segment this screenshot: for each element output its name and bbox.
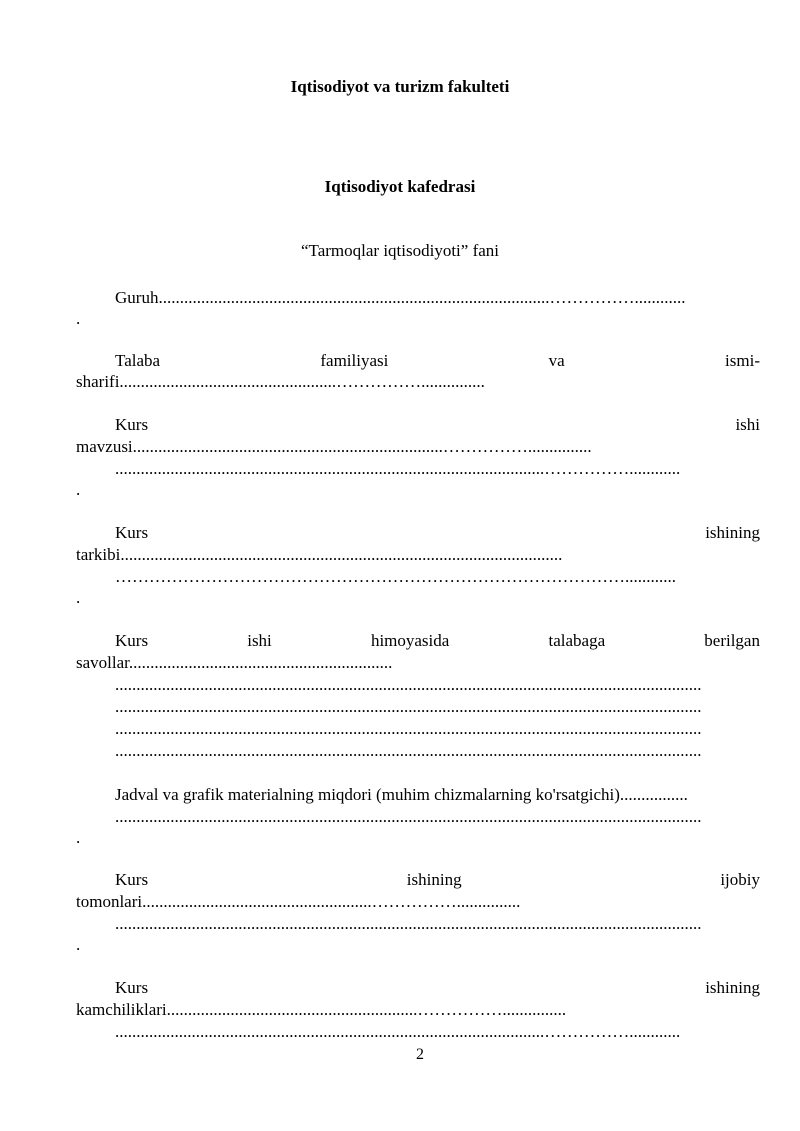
structure-dots: ………………………………………………………………………………............ — [115, 567, 676, 586]
subject-title: “Tarmoqlar iqtisodiyoti” fani — [300, 241, 500, 260]
structure-tail: . — [76, 588, 81, 607]
faculty-title: Iqtisodiyot va turizm fakulteti — [290, 77, 510, 96]
page-number: 2 — [416, 1046, 424, 1063]
structure-word: Kurs — [115, 523, 149, 542]
group-field: Guruh............................................................................................……………............ — [115, 288, 686, 307]
questions-word: ishi — [247, 631, 272, 650]
questions-word: himoyasida — [370, 631, 450, 650]
topic-word: ishi — [735, 415, 760, 434]
deficits-dots: .....................................................................................................……………............ — [115, 1022, 681, 1041]
positive-word: ijobiy — [720, 870, 760, 889]
deficits-word: Kurs — [115, 978, 149, 997]
positive-word: ishining — [406, 870, 462, 889]
positive-dots: .......................................................................................................................................... — [115, 914, 702, 933]
questions-label — [115, 631, 760, 651]
topic-dots: .....................................................................................................……………............ — [115, 459, 681, 478]
topic-word: Kurs — [115, 415, 149, 434]
department-title: Iqtisodiyot kafedrasi — [324, 177, 476, 196]
tables-label: Jadval va grafik materialning miqdori (muhim chizmalarning ko'rsatgichi)................ — [115, 785, 688, 804]
structure-word: ishining — [705, 523, 760, 542]
questions-dots: .......................................................................................................................................... — [115, 675, 702, 694]
deficits-field: kamchiliklari...........................................................……………............... — [76, 1000, 567, 1019]
questions-word: Kurs — [115, 631, 149, 650]
topic-tail: . — [76, 480, 81, 499]
student-word: ismi- — [725, 351, 760, 370]
student-label — [115, 351, 760, 371]
positive-tail: . — [76, 935, 81, 954]
student-word: va — [548, 351, 565, 370]
positive-label — [115, 870, 760, 890]
questions-word: talabaga — [548, 631, 606, 650]
deficits-label — [115, 978, 760, 998]
topic-field: mavzusi.........................................................................……………............... — [76, 437, 592, 456]
positive-field: tomonlari......................................................……………............... — [76, 892, 521, 911]
topic-label — [115, 415, 760, 435]
student-field: sharifi...................................................……………............... — [76, 372, 485, 391]
structure-label — [115, 523, 760, 543]
structure-field: tarkibi........................................................................................................ — [76, 545, 563, 564]
student-word: familiyasi — [320, 351, 389, 370]
questions-dots: .......................................................................................................................................... — [115, 697, 702, 716]
questions-word: berilgan — [704, 631, 760, 650]
student-word: Talaba — [115, 351, 161, 370]
questions-dots: .......................................................................................................................................... — [115, 741, 702, 760]
tables-tail: . — [76, 828, 81, 847]
deficits-word: ishining — [705, 978, 760, 997]
questions-dots: .......................................................................................................................................... — [115, 719, 702, 738]
questions-field: savollar.............................................................. — [76, 653, 393, 672]
positive-word: Kurs — [115, 870, 149, 889]
tables-dots: .......................................................................................................................................... — [115, 807, 702, 826]
group-tail: . — [76, 309, 81, 328]
